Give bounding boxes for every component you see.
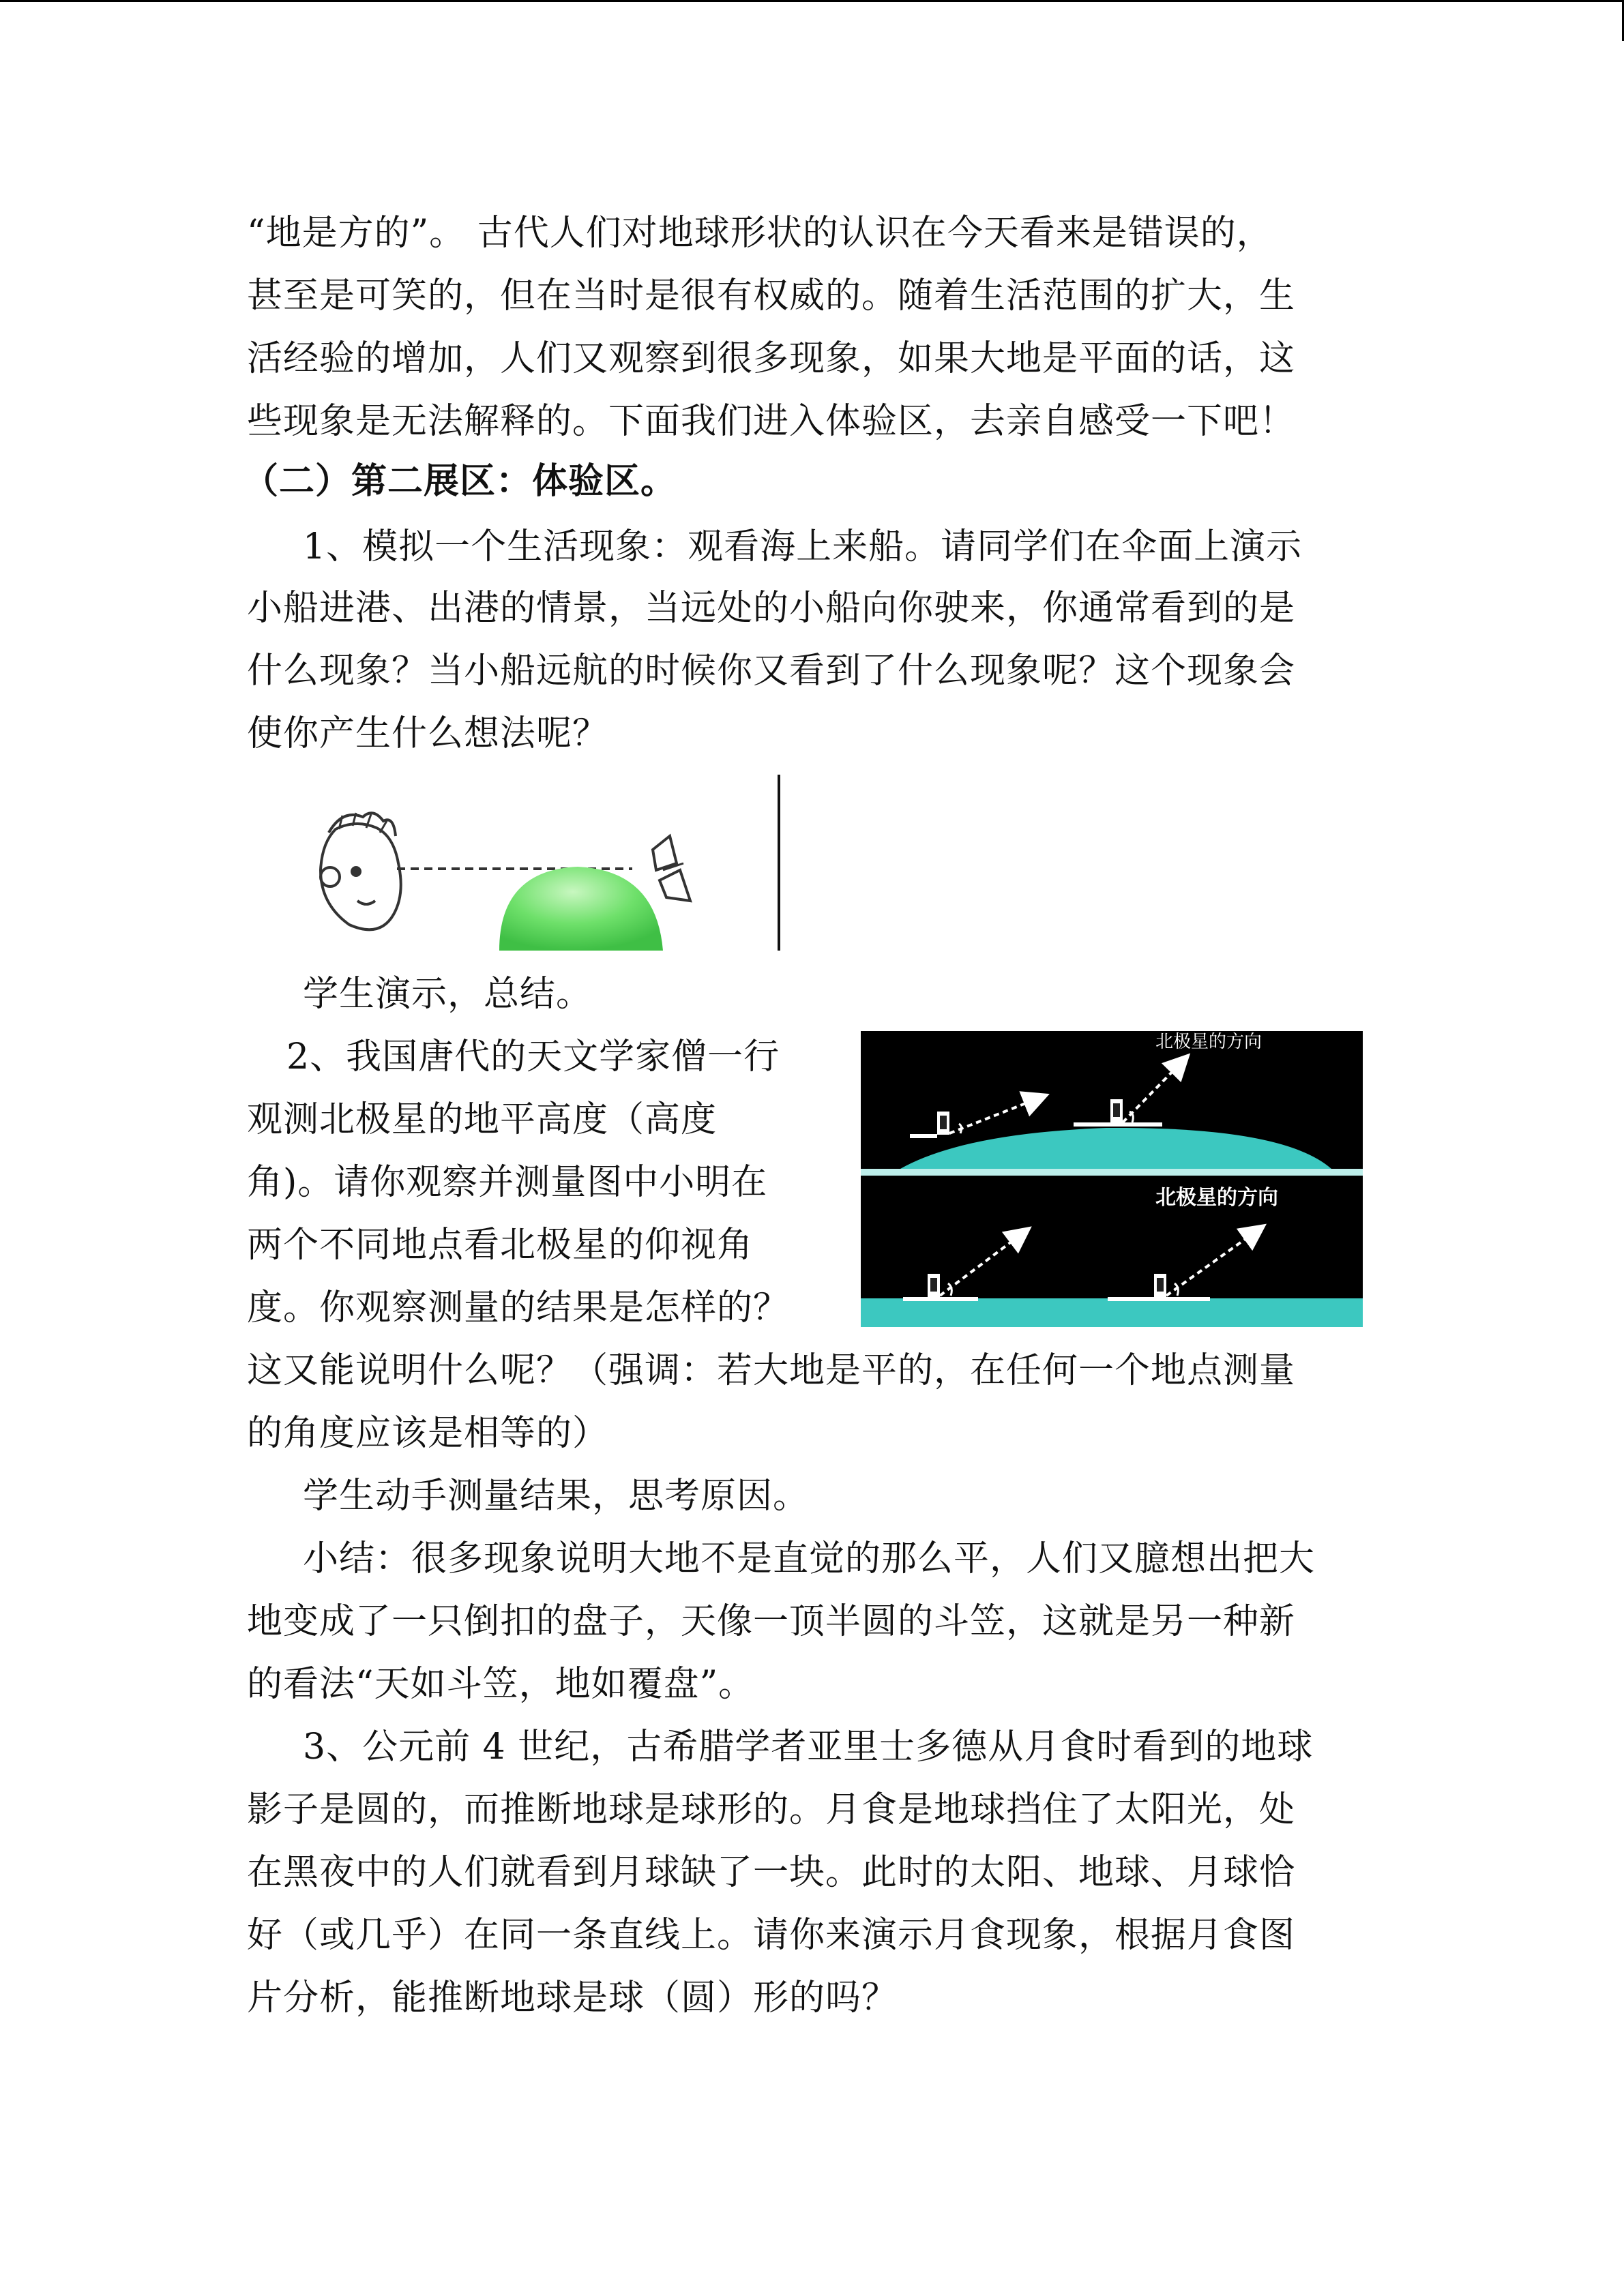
ship-observation-illustration	[254, 768, 786, 951]
intro-line-2: 甚至是可笑的，但在当时是很有权威的。随着生活范围的扩大，生	[247, 275, 1296, 316]
intro-line-3: 活经验的增加，人们又观察到很多现象，如果大地是平面的话，这	[247, 338, 1296, 379]
item3-line-5: 片分析，能推断地球是球（圆）形的吗？	[247, 1978, 898, 2018]
earth-surface-dome	[499, 867, 663, 951]
observer-a-bottom	[903, 1233, 1023, 1301]
item1-line-2: 小船进港、出港的情景，当远处的小船向你驶来，你通常看到的是	[247, 588, 1296, 629]
summary-line-1: 小结：很多现象说明大地不是直觉的那么平，人们又臆想出把大	[303, 1538, 1316, 1579]
polaris-elevation-illustration	[861, 1031, 1363, 1327]
section-heading: （二）第二展区：体验区。	[243, 460, 677, 502]
item3-line-3: 在黑夜中的人们就看到月球缺了一块。此时的太阳、地球、月球恰	[247, 1852, 1296, 1893]
observer-face-icon	[321, 813, 401, 929]
observer-b-top	[1074, 1061, 1183, 1127]
item3-line-2: 影子是圆的，而推断地球是球形的。月食是地球挡住了太阳光，处	[247, 1789, 1296, 1830]
ship-sail-icon	[653, 836, 690, 901]
item1-note: 学生演示，总结。	[303, 974, 593, 1015]
item2-line-2: 观测北极星的地平高度（高度	[247, 1099, 718, 1140]
polaris-label-top: 北极星的方向	[1155, 1032, 1263, 1052]
item2-line-4: 两个不同地点看北极星的仰视角	[247, 1225, 754, 1266]
item2-line-6: 这又能说明什么呢？（强调：若大地是平的，在任何一个地点测量	[247, 1350, 1296, 1391]
item1-line-1: 1、模拟一个生活现象：观看海上来船。请同学们在伞面上演示	[303, 526, 1303, 567]
item1-line-3: 什么现象？当小船远航的时候你又看到了什么现象呢？这个现象会	[247, 651, 1296, 691]
summary-line-2: 地变成了一只倒扣的盘子，天像一顶半圆的斗笠，这就是另一种新	[247, 1601, 1296, 1642]
observer-b-bottom	[1108, 1230, 1258, 1301]
polaris-elevation-figure	[861, 1031, 1363, 1327]
summary-line-3: 的看法“天如斗笠，地如覆盘”。	[247, 1664, 755, 1705]
item2-line-1: 2、我国唐代的天文学家僧一行	[286, 1037, 780, 1077]
panel-separator	[861, 1169, 1363, 1176]
flat-ground	[861, 1298, 1363, 1327]
item2-line-3: 角)。请你观察并测量图中小明在	[247, 1162, 768, 1203]
item2-line-5: 度。你观察测量的结果是怎样的？	[247, 1287, 790, 1328]
item3-line-4: 好（或几乎）在同一条直线上。请你来演示月食现象，根据月食图	[247, 1915, 1296, 1956]
intro-line-4: 些现象是无法解释的。下面我们进入体验区，去亲自感受一下吧！	[247, 401, 1296, 442]
observer-a-top	[910, 1098, 1039, 1138]
curved-ground	[900, 1128, 1331, 1169]
intro-line-1: “地是方的”。 古代人们对地球形状的认识在今天看来是错误的，	[247, 213, 1273, 254]
item1-line-4: 使你产生什么想法呢？	[247, 713, 609, 754]
page-top-border	[0, 0, 1624, 2]
item2-note: 学生动手测量结果，思考原因。	[303, 1476, 810, 1517]
ship-observation-figure	[254, 768, 786, 951]
item2-line-7: 的角度应该是相等的）	[247, 1413, 609, 1454]
item3-line-1: 3、公元前 4 世纪，古希腊学者亚里士多德从月食时看到的地球	[303, 1727, 1314, 1768]
polaris-label-bottom: 北极星的方向	[1155, 1186, 1278, 1210]
